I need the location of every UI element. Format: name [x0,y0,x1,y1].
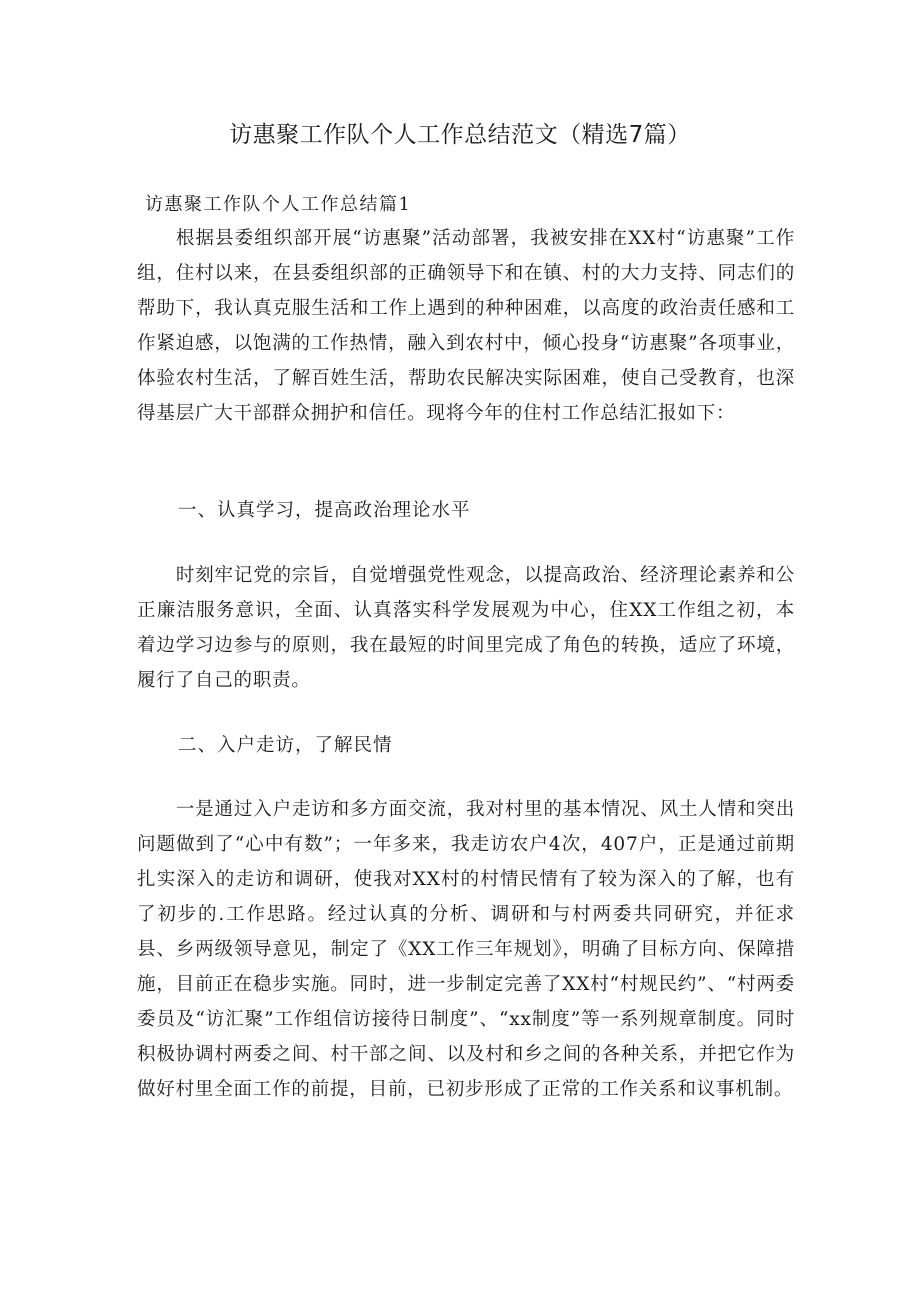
section-heading-2: 二、入户走访，了解民情 [178,735,393,756]
document-title: 访惠聚工作队个人工作总结范文（精选7篇） [229,122,691,148]
paragraph-2: 一是通过入户走访和多方面交流，我对村里的基本情况、风土人情和突出问题做到了“心中有数”；一年多来，我走访农户4次，407户，正是通过前期扎实深入的走访和调研，使我对XX村的村情民情有了较为深入的了解，也有了初步的.工作思路。经过认真的分析、调研和与村两委共同研究，并征求县、乡两级领导意见，制定了《XX工作三年规划》，明确了目标方向、保障措施，目前正在稳步实施。同时，进一步制定完善了XX村“村规民约”、“村两委委员及“访汇聚”工作组信访接待日制度”、“xx制度”等一系列规章制度。同时积极协调村两委之间、村干部之间、以及村和乡之间的各种关系，并把它作为做好村里全面工作的前提，目前，已初步形成了正常的工作关系和议事机制。 [137,799,795,1100]
intro-paragraph: 根据县委组织部开展“访惠聚”活动部署，我被安排在XX村“访惠聚”工作组，住村以来，在县委组织部的正确领导下和在镇、村的大力支持、同志们的帮助下，我认真克服生活和工作上遇到的种种困难，以高度的政治责任感和工作紧迫感，以饱满的工作热情，融入到农村中，倾心投身“访惠聚”各项事业，体验农村生活，了解百姓生活，帮助农民解决实际困难，使自己受教育，也深得基层广大干部群众拥护和信任。现将今年的住村工作总结汇报如下： [137,228,795,424]
section-title: 访惠聚工作队个人工作总结篇1 [145,194,412,215]
section-heading-1: 一、认真学习，提高政治理论水平 [178,500,471,521]
paragraph-1: 时刻牢记党的宗旨，自觉增强党性观念，以提高政治、经济理论素养和公正廉洁服务意识，全面、认真落实科学发展观为中心，住XX工作组之初，本着边学习边参与的原则，我在最短的时间里完成了角色的转换，适应了环境，履行了自己的职责。 [137,565,795,691]
